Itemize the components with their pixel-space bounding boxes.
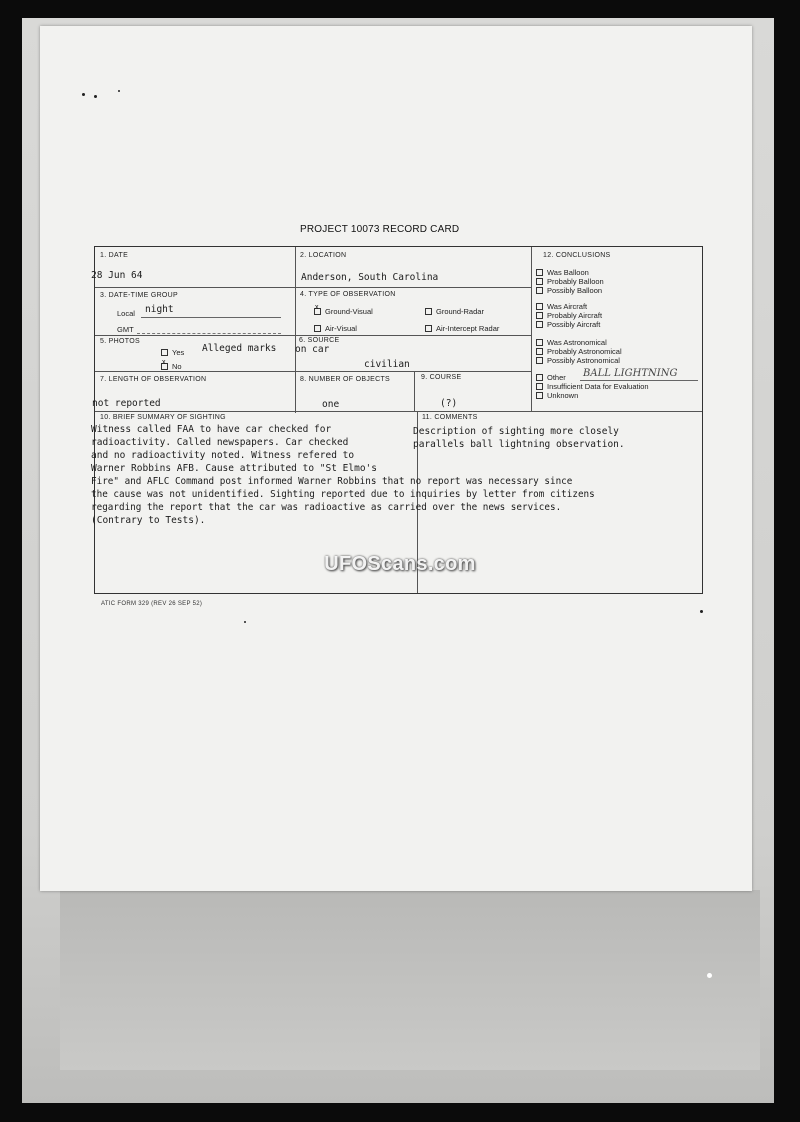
conclusion-probably-astronomical: Probably Astronomical	[536, 348, 622, 356]
conclusion-other-handwritten: BALL LIGHTNING	[583, 368, 678, 379]
option-air-visual: Air-Visual	[314, 324, 357, 333]
checkbox-icon	[536, 392, 543, 399]
dust-speck	[707, 973, 712, 978]
form-number: ATIC FORM 329 (REV 26 SEP 52)	[101, 601, 203, 607]
location-value: Anderson, South Carolina	[301, 272, 439, 283]
gmt-underline	[137, 333, 281, 334]
other-underline	[580, 380, 698, 381]
checkbox-icon	[425, 308, 432, 315]
conclusion-probably-aircraft: Probably Aircraft	[536, 312, 602, 320]
local-value: night	[145, 304, 174, 315]
length-header: 7. LENGTH OF OBSERVATION	[100, 376, 207, 383]
record-form	[91, 246, 703, 594]
checkbox-icon	[536, 278, 543, 285]
photos-note: Alleged marks	[202, 343, 277, 354]
conclusion-was-balloon: Was Balloon	[536, 269, 589, 277]
card-title: PROJECT 10073 RECORD CARD	[300, 224, 460, 235]
summary-line: (Contrary to Tests).	[91, 515, 206, 526]
comments-line: parallels ball lightning observation.	[413, 439, 625, 450]
local-label: Local	[117, 309, 135, 318]
checkbox-icon	[536, 321, 543, 328]
checkbox-checked-icon	[314, 308, 321, 315]
photos-no: xNo	[161, 362, 182, 371]
checkbox-icon	[536, 303, 543, 310]
conclusion-was-aircraft: Was Aircraft	[536, 303, 587, 311]
dust-speck	[244, 621, 246, 623]
source-header: 6. SOURCE	[299, 337, 340, 344]
conclusion-was-astronomical: Was Astronomical	[536, 339, 607, 347]
summary-line: regarding the report that the car was radioactive as carried over the news services.	[91, 502, 562, 513]
checkbox-icon	[314, 325, 321, 332]
course-header: 9. COURSE	[421, 374, 462, 381]
watermark: UFOScans.com	[324, 553, 476, 575]
divider	[295, 247, 296, 413]
conclusion-unknown: Unknown	[536, 392, 578, 400]
divider	[531, 247, 532, 411]
checkbox-icon	[536, 348, 543, 355]
checkbox-icon	[161, 349, 168, 356]
checkbox-checked-icon	[161, 363, 168, 370]
checkbox-icon	[425, 325, 432, 332]
checkbox-icon	[536, 312, 543, 319]
divider	[95, 411, 702, 412]
dust-speck	[700, 610, 703, 613]
divider	[95, 287, 531, 288]
summary-line: and no radioactivity noted. Witness refered to	[91, 450, 355, 461]
photos-header: 5. PHOTOS	[100, 338, 140, 345]
photos-note-continued: on car	[295, 344, 330, 355]
option-air-intercept-radar: Air-Intercept Radar	[425, 324, 499, 333]
conclusion-possibly-aircraft: Possibly Aircraft	[536, 321, 600, 329]
conclusion-probably-balloon: Probably Balloon	[536, 278, 604, 286]
summary-header: 10. BRIEF SUMMARY OF SIGHTING	[100, 414, 226, 421]
dust-speck	[118, 90, 120, 92]
checkbox-icon	[536, 383, 543, 390]
date-value: 28 Jun 64	[91, 270, 143, 281]
option-ground-visual: xGround-Visual	[314, 307, 373, 316]
divider	[95, 335, 531, 336]
checkbox-icon	[536, 374, 543, 381]
type-of-observation-header: 4. TYPE OF OBSERVATION	[300, 291, 396, 298]
conclusion-possibly-astronomical: Possibly Astronomical	[536, 357, 620, 365]
gmt-label: GMT	[117, 325, 134, 334]
dust-speck	[82, 93, 85, 96]
location-header: 2. LOCATION	[300, 252, 347, 259]
conclusion-insufficient-data: Insufficient Data for Evaluation	[536, 383, 649, 391]
comments-line: Description of sighting more closely	[413, 426, 619, 437]
summary-line: Warner Robbins AFB. Cause attributed to "St Elmo's	[91, 463, 377, 474]
dtg-header: 3. DATE-TIME GROUP	[100, 292, 178, 299]
photos-yes: Yes	[161, 348, 184, 357]
dust-speck	[94, 95, 97, 98]
checkbox-icon	[536, 357, 543, 364]
divider	[414, 371, 415, 411]
summary-line: radioactivity. Called newspapers. Car checked	[91, 437, 349, 448]
number-of-objects-value: one	[322, 399, 340, 410]
checkbox-icon	[536, 287, 543, 294]
course-value: (?)	[440, 398, 458, 409]
conclusion-other: Other	[536, 374, 566, 382]
checkbox-icon	[536, 269, 543, 276]
source-value: civilian	[364, 359, 410, 370]
length-value: not reported	[92, 398, 161, 409]
number-of-objects-header: 8. NUMBER OF OBJECTS	[300, 376, 391, 383]
divider	[95, 371, 531, 372]
summary-line: Fire" and AFLC Command post informed Warner Robbins that no report was necessary since	[91, 476, 573, 487]
background-sheet-lower	[60, 890, 760, 1070]
comments-header: 11. COMMENTS	[422, 414, 478, 421]
summary-line: the cause was not unidentified. Sighting reported due to inquiries by letter from citizens	[91, 489, 595, 500]
conclusion-possibly-balloon: Possibly Balloon	[536, 287, 602, 295]
checkbox-icon	[536, 339, 543, 346]
date-header: 1. DATE	[100, 252, 129, 259]
conclusions-header: 12. CONCLUSIONS	[543, 252, 611, 259]
summary-line: Witness called FAA to have car checked for	[91, 424, 332, 435]
option-ground-radar: Ground-Radar	[425, 307, 484, 316]
local-underline	[141, 317, 281, 318]
